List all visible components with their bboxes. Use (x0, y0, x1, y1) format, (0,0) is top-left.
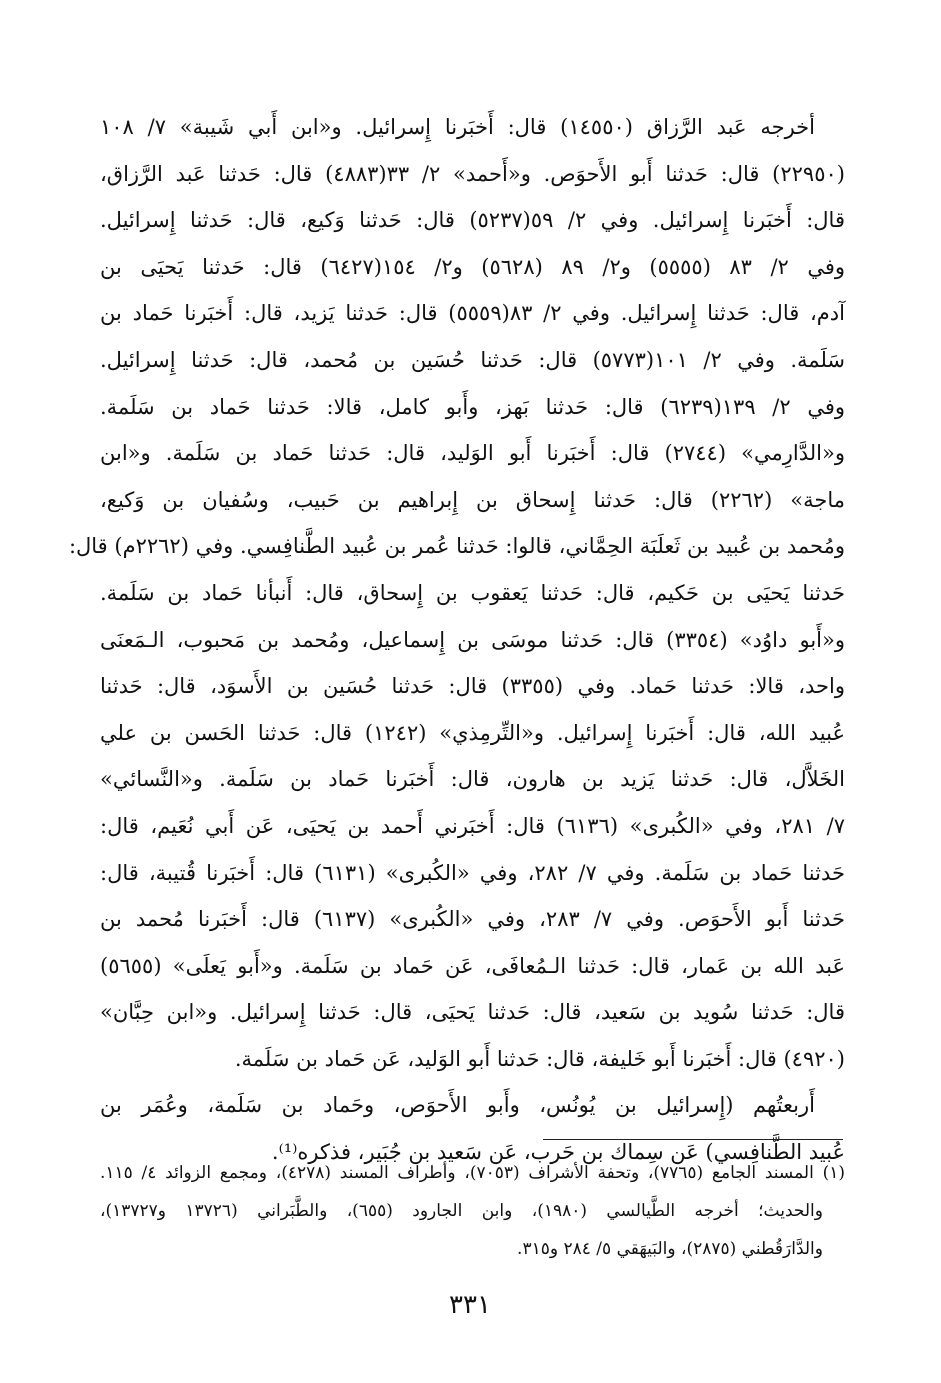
text-line: سَلَمة. وفي ٢/ ١٠١(٥٧٧٣) قال: حَدثنا حُسَين بن مُحمد، قال: حَدثنا إِسرائيل. (100, 347, 845, 372)
text-line: عُبيد الله، قال: أَخبَرنا إِسرائيل. و«التِّرمِذي» (١٢٤٢) قال: حَدثنا الحَسن بن علي (100, 720, 846, 745)
text-line: آدم، قال: حَدثنا إِسرائيل. وفي ٢/ ٨٣(٥٥٥٩) قال: حَدثنا يَزيد، قال: أَخبَرنا حَماد بن (100, 301, 845, 326)
text-line: عُبيد الطَّنافِسي) عَن سِماك بن حَرب، عَن سَعيد بن جُبَير، فذكره⁽¹⁾. (271, 1140, 845, 1165)
text-line: و«أَبو داوُد» (٣٣٥٤) قال: حَدثنا موسَى بن إِسماعيل، ومُحمد بن مَحبوب، الـمَعنَى (100, 627, 845, 652)
text-line: حَدثنا يَحيَى بن حَكيم، قال: حَدثنا يَعقوب بن إِسحاق، قال: أَنبأنا حَماد بن سَلَمة. (100, 580, 845, 605)
text-line: وفي ٢/ ٨٣ (٥٥٥٥) و٢/ ٨٩ (٥٦٢٨) و٢/ ١٥٤(٦٤٢٧) قال: حَدثنا يَحيَى بن (100, 254, 846, 279)
text-line: حَدثنا أَبو الأَحوَص. وفي ٧/ ٢٨٣، وفي «الكُبرى» (٦١٣٧) قال: أَخبَرنا مُحمد بن (100, 907, 845, 932)
text-line: واحد، قالا: حَدثنا حَماد. وفي (٣٣٥٥) قال: حَدثنا حُسَين بن الأَسوَد، قال: حَدثنا (100, 674, 845, 699)
text-line: قال: أَخبَرنا إِسرائيل. وفي ٢/ ٥٩(٥٢٣٧) قال: حَدثنا وَكيع، قال: حَدثنا إِسرائيل. (100, 208, 845, 233)
footnote-divider (543, 1139, 843, 1140)
text-line: الخَلاَّل، قال: حَدثنا يَزيد بن هارون، قال: أَخبَرنا حَماد بن سَلَمة. و«النَّسائي» (100, 767, 846, 792)
main-text-block (68, 104, 846, 1176)
text-line: قال: حَدثنا سُويد بن سَعيد، قال: حَدثنا يَحيَى، قال: حَدثنا إِسرائيل. و«ابن حِبَّان» (100, 1000, 845, 1025)
footnote-line: والدَّارَقُطني (٢٨٧٥)، والبَيهَقي ٥/ ٢٨٤ و٣١٥. (517, 1239, 823, 1259)
text-line: حَدثنا حَماد بن سَلَمة. وفي ٧/ ٢٨٢، وفي «الكُبرى» (٦١٣١) قال: أَخبَرنا قُتيبة، قال: (100, 860, 845, 885)
text-line: ومُحمد بن عُبيد بن ثَعلَبَة الحِمَّاني، قالوا: حَدثنا عُمر بن عُبيد الطَّنافِسي. وفي (٢٢٦٢م) قال: (68, 534, 845, 559)
text-line: ماجة» (٢٢٦٢) قال: حَدثنا إِسحاق بن إِبراهيم بن حَبيب، وسُفيان بن وَكيع، (100, 487, 845, 512)
text-line: عَبد الله بن عَمار، قال: حَدثنا الـمُعافَى، عَن حَماد بن سَلَمة. و«أَبو يَعلَى» (٥٦٥٥) (100, 953, 845, 978)
footnote-line: والحديث؛ أخرجه الطَّيالسي (١٩٨٠)، وابن الجارود (٦٥٥)، والطَّبَراني (١٣٧٢٦ و١٣٧٢٧)، (100, 1201, 823, 1221)
text-line: أخرجه عَبد الرَّزاق (١٤٥٥٠) قال: أَخبَرنا إِسرائيل. و«ابن أَبي شَيبة» ٧/ ١٠٨ (100, 115, 815, 139)
text-line: وفي ٢/ ١٣٩(٦٢٣٩) قال: حَدثنا بَهز، وأَبو كامل، قالا: حَدثنا حَماد بن سَلَمة. (100, 394, 846, 419)
text-line: ٧/ ٢٨١، وفي «الكُبرى» (٦١٣٦) قال: أَخبَرني أَحمد بن يَحيَى، عَن أَبي نُعَيم، قال: (100, 813, 845, 838)
text-line: (٢٢٩٥٠) قال: حَدثنا أَبو الأَحوَص. و«أَحمد» ٢/ ٣٣(٤٨٨٣) قال: حَدثنا عَبد الرَّزاق، (100, 161, 845, 186)
footnotes-block (100, 1154, 845, 1268)
text-line: أَربعتُهم (إِسرائيل بن يُونُس، وأَبو الأَحوَص، وحَماد بن سَلَمة، وعُمَر بن (100, 1093, 815, 1118)
page-number: ٣٣١ (449, 1290, 491, 1320)
footnote-line: (١) المسند الجامع (٧٧٦٥)، وتحفة الأشراف (٧٠٥٣)، وأطراف المسند (٤٢٧٨)، ومجمع الزوائد ٤/ ١١٥. (100, 1163, 845, 1183)
text-line: و«الدَّارِمي» (٢٧٤٤) قال: أَخبَرنا أَبو الوَليد، قال: حَدثنا حَماد بن سَلَمة. و«ابن (100, 441, 845, 466)
text-line: (٤٩٢٠) قال: أَخبَرنا أَبو خَليفة، قال: حَدثنا أَبو الوَليد، عَن حَماد بن سَلَمة. (234, 1046, 845, 1071)
